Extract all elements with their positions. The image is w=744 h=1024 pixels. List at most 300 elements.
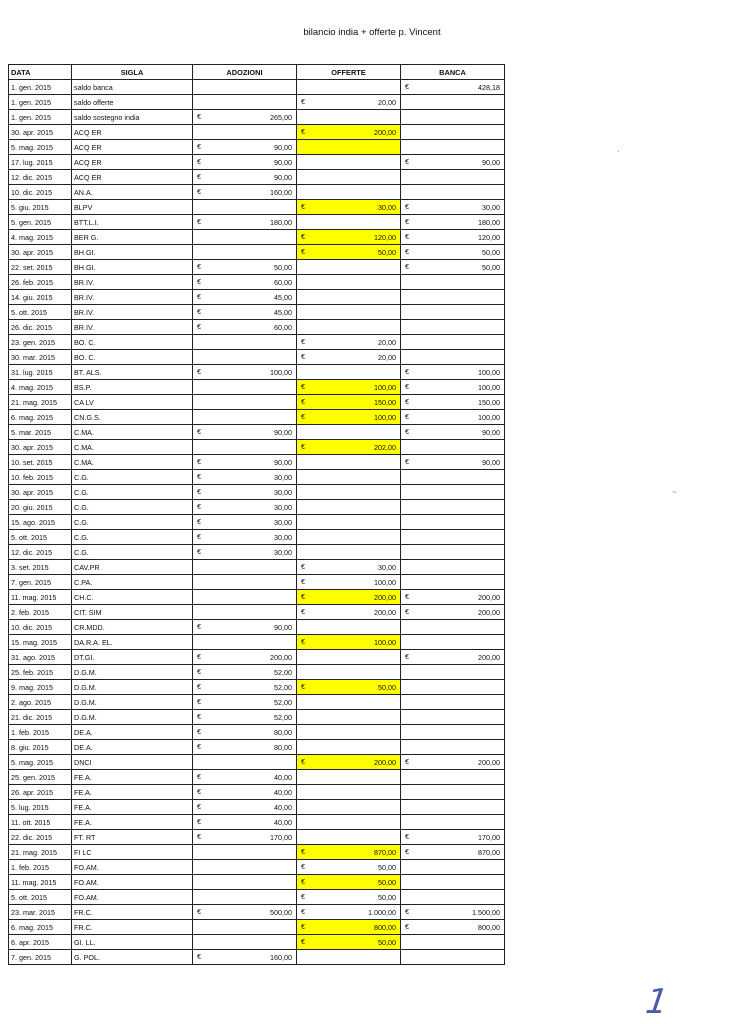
table-row <box>9 650 505 665</box>
cell-sigla: BO. C. <box>72 335 193 350</box>
cell-sigla: BR.IV. <box>72 320 193 335</box>
cell-sigla: BH.GI. <box>72 245 193 260</box>
euro-symbol: € <box>301 202 305 211</box>
euro-symbol: € <box>301 337 305 346</box>
table-row <box>9 440 505 455</box>
cell-sigla: DA.R.A. EL. <box>72 635 193 650</box>
cell-offerte <box>297 635 401 650</box>
euro-symbol: € <box>301 232 305 241</box>
euro-symbol: € <box>197 457 201 466</box>
euro-symbol: € <box>301 637 305 646</box>
amount-value: 160,00 <box>270 187 292 197</box>
amount-value: 50,00 <box>378 937 396 947</box>
cell-adozioni <box>193 935 297 950</box>
cell-banca <box>401 815 505 830</box>
cell-sigla: BR.IV. <box>72 305 193 320</box>
amount-value: 90,00 <box>274 457 292 467</box>
euro-symbol: € <box>197 307 201 316</box>
cell-date: 3. set. 2015 <box>9 560 72 575</box>
cell-date: 1. gen. 2015 <box>9 95 72 110</box>
cell-sigla: DE.A. <box>72 725 193 740</box>
cell-adozioni <box>193 95 297 110</box>
cell-banca <box>401 560 505 575</box>
table-row <box>9 335 505 350</box>
cell-sigla: FE.A. <box>72 770 193 785</box>
cell-adozioni <box>193 155 297 170</box>
cell-date: 23. gen. 2015 <box>9 335 72 350</box>
euro-symbol: € <box>197 712 201 721</box>
table-row <box>9 800 505 815</box>
euro-symbol: € <box>197 802 201 811</box>
euro-symbol: € <box>405 397 409 406</box>
cell-date: 30. apr. 2015 <box>9 440 72 455</box>
euro-symbol: € <box>405 82 409 91</box>
cell-offerte <box>297 110 401 125</box>
cell-offerte <box>297 950 401 965</box>
euro-symbol: € <box>405 907 409 916</box>
euro-symbol: € <box>405 232 409 241</box>
cell-date: 5. gen. 2015 <box>9 215 72 230</box>
cell-adozioni <box>193 785 297 800</box>
euro-symbol: € <box>301 352 305 361</box>
amount-value: 40,00 <box>274 787 292 797</box>
cell-date: 6. apr. 2015 <box>9 935 72 950</box>
cell-offerte <box>297 455 401 470</box>
euro-symbol: € <box>301 937 305 946</box>
cell-banca <box>401 725 505 740</box>
cell-date: 15. ago. 2015 <box>9 515 72 530</box>
cell-sigla: C.G. <box>72 530 193 545</box>
cell-date: 22. set. 2015 <box>9 260 72 275</box>
amount-value: 50,00 <box>378 877 396 887</box>
cell-date: 5. mag. 2015 <box>9 755 72 770</box>
amount-value: 90,00 <box>274 427 292 437</box>
cell-adozioni <box>193 170 297 185</box>
cell-sigla: C.MA. <box>72 425 193 440</box>
cell-banca <box>401 215 505 230</box>
cell-sigla: FR.C. <box>72 920 193 935</box>
amount-value: 160,00 <box>270 952 292 962</box>
cell-banca <box>401 650 505 665</box>
cell-banca <box>401 395 505 410</box>
euro-symbol: € <box>301 397 305 406</box>
amount-value: 50,00 <box>482 262 500 272</box>
cell-date: 5. mag. 2015 <box>9 140 72 155</box>
table-row <box>9 245 505 260</box>
cell-date: 30. apr. 2015 <box>9 125 72 140</box>
cell-banca <box>401 890 505 905</box>
table-row <box>9 155 505 170</box>
cell-adozioni <box>193 815 297 830</box>
cell-date: 5. mar. 2015 <box>9 425 72 440</box>
cell-sigla: G. POL. <box>72 950 193 965</box>
amount-value: 30,00 <box>274 487 292 497</box>
cell-date: 11. mag. 2015 <box>9 590 72 605</box>
cell-date: 8. giu. 2015 <box>9 740 72 755</box>
amount-value: 90,00 <box>482 457 500 467</box>
cell-sigla: saldo sostegno india <box>72 110 193 125</box>
euro-symbol: € <box>197 367 201 376</box>
cell-adozioni <box>193 470 297 485</box>
cell-offerte <box>297 125 401 140</box>
table-row <box>9 905 505 920</box>
euro-symbol: € <box>197 502 201 511</box>
cell-banca <box>401 380 505 395</box>
euro-symbol: € <box>405 427 409 436</box>
euro-symbol: € <box>405 922 409 931</box>
cell-banca <box>401 785 505 800</box>
cell-offerte <box>297 440 401 455</box>
header-row <box>9 65 505 80</box>
cell-banca <box>401 770 505 785</box>
amount-value: 50,00 <box>378 247 396 257</box>
cell-sigla: FO.AM. <box>72 860 193 875</box>
table-row <box>9 845 505 860</box>
cell-offerte <box>297 695 401 710</box>
amount-value: 45,00 <box>274 307 292 317</box>
cell-offerte <box>297 320 401 335</box>
cell-offerte <box>297 785 401 800</box>
euro-symbol: € <box>197 952 201 961</box>
cell-adozioni <box>193 860 297 875</box>
cell-offerte <box>297 335 401 350</box>
amount-value: 200,00 <box>478 592 500 602</box>
table-row <box>9 320 505 335</box>
cell-date: 5. giu. 2015 <box>9 200 72 215</box>
cell-sigla: DE.A. <box>72 740 193 755</box>
cell-offerte <box>297 230 401 245</box>
cell-adozioni <box>193 575 297 590</box>
cell-date: 1. feb. 2015 <box>9 725 72 740</box>
cell-offerte <box>297 470 401 485</box>
cell-adozioni <box>193 350 297 365</box>
cell-adozioni <box>193 620 297 635</box>
cell-adozioni <box>193 590 297 605</box>
cell-offerte <box>297 410 401 425</box>
cell-adozioni <box>193 410 297 425</box>
cell-offerte <box>297 830 401 845</box>
table-row <box>9 365 505 380</box>
amount-value: 90,00 <box>274 172 292 182</box>
cell-date: 4. mag. 2015 <box>9 230 72 245</box>
cell-offerte <box>297 365 401 380</box>
cell-offerte <box>297 245 401 260</box>
euro-symbol: € <box>301 682 305 691</box>
euro-symbol: € <box>301 907 305 916</box>
cell-sigla: C.G. <box>72 485 193 500</box>
amount-value: 52,00 <box>274 712 292 722</box>
table-row <box>9 200 505 215</box>
cell-banca <box>401 860 505 875</box>
cell-date: 6. mag. 2015 <box>9 920 72 935</box>
amount-value: 100,00 <box>478 412 500 422</box>
cell-banca <box>401 710 505 725</box>
cell-banca <box>401 635 505 650</box>
cell-date: 10. dic. 2015 <box>9 185 72 200</box>
amount-value: 500,00 <box>270 907 292 917</box>
cell-adozioni <box>193 380 297 395</box>
cell-adozioni <box>193 680 297 695</box>
cell-banca <box>401 755 505 770</box>
euro-symbol: € <box>301 877 305 886</box>
amount-value: 60,00 <box>274 322 292 332</box>
cell-offerte <box>297 920 401 935</box>
cell-date: 25. feb. 2015 <box>9 665 72 680</box>
cell-offerte <box>297 680 401 695</box>
cell-offerte <box>297 710 401 725</box>
cell-date: 21. mag. 2015 <box>9 395 72 410</box>
amount-value: 90,00 <box>482 157 500 167</box>
cell-banca <box>401 590 505 605</box>
table-row <box>9 80 505 95</box>
cell-offerte <box>297 140 401 155</box>
table-row <box>9 485 505 500</box>
amount-value: 50,00 <box>482 247 500 257</box>
euro-symbol: € <box>301 607 305 616</box>
cell-banca <box>401 485 505 500</box>
euro-symbol: € <box>197 547 201 556</box>
cell-date: 1. gen. 2015 <box>9 110 72 125</box>
cell-sigla: C.G. <box>72 500 193 515</box>
amount-value: 180,00 <box>270 217 292 227</box>
cell-date: 10. dic. 2015 <box>9 620 72 635</box>
euro-symbol: € <box>197 487 201 496</box>
table-row <box>9 260 505 275</box>
table-row <box>9 830 505 845</box>
cell-offerte <box>297 590 401 605</box>
euro-symbol: € <box>301 247 305 256</box>
table-row <box>9 215 505 230</box>
table-row <box>9 710 505 725</box>
euro-symbol: € <box>405 202 409 211</box>
amount-value: 100,00 <box>374 637 396 647</box>
cell-sigla: BT. ALS. <box>72 365 193 380</box>
cell-date: 21. mag. 2015 <box>9 845 72 860</box>
cell-adozioni <box>193 110 297 125</box>
cell-adozioni <box>193 830 297 845</box>
cell-date: 15. mag. 2015 <box>9 635 72 650</box>
cell-banca <box>401 800 505 815</box>
table-row <box>9 350 505 365</box>
cell-sigla: D.G.M. <box>72 665 193 680</box>
amount-value: 870,00 <box>374 847 396 857</box>
cell-adozioni <box>193 515 297 530</box>
cell-date: 4. mag. 2015 <box>9 380 72 395</box>
table-row <box>9 665 505 680</box>
cell-date: 20. giu. 2015 <box>9 500 72 515</box>
cell-sigla: CIT. SIM <box>72 605 193 620</box>
cell-offerte <box>297 215 401 230</box>
cell-adozioni <box>193 200 297 215</box>
amount-value: 20,00 <box>378 337 396 347</box>
cell-sigla: FO.AM. <box>72 890 193 905</box>
cell-sigla: C.G. <box>72 545 193 560</box>
cell-banca <box>401 290 505 305</box>
table-row <box>9 140 505 155</box>
table-row <box>9 860 505 875</box>
cell-adozioni <box>193 650 297 665</box>
table-row <box>9 620 505 635</box>
cell-sigla: BTT.L.I. <box>72 215 193 230</box>
cell-sigla: ACQ ER <box>72 170 193 185</box>
cell-banca <box>401 320 505 335</box>
cell-sigla: FE.A. <box>72 800 193 815</box>
euro-symbol: € <box>301 847 305 856</box>
amount-value: 30,00 <box>274 547 292 557</box>
euro-symbol: € <box>405 367 409 376</box>
amount-value: 30,00 <box>378 202 396 212</box>
euro-symbol: € <box>301 127 305 136</box>
cell-sigla: C.MA. <box>72 455 193 470</box>
amount-value: 200,00 <box>374 757 396 767</box>
table-row <box>9 815 505 830</box>
table-row <box>9 170 505 185</box>
cell-banca <box>401 620 505 635</box>
amount-value: 100,00 <box>374 412 396 422</box>
amount-value: 45,00 <box>274 292 292 302</box>
cell-date: 11. ott. 2015 <box>9 815 72 830</box>
amount-value: 80,00 <box>274 742 292 752</box>
table-row <box>9 935 505 950</box>
amount-value: 100,00 <box>374 577 396 587</box>
cell-date: 23. mar. 2015 <box>9 905 72 920</box>
column-header-banca: BANCA <box>401 65 505 80</box>
cell-sigla: BR.IV. <box>72 290 193 305</box>
cell-adozioni <box>193 920 297 935</box>
cell-date: 31. ago. 2015 <box>9 650 72 665</box>
euro-symbol: € <box>405 847 409 856</box>
cell-offerte <box>297 800 401 815</box>
euro-symbol: € <box>197 727 201 736</box>
euro-symbol: € <box>301 97 305 106</box>
cell-banca <box>401 950 505 965</box>
amount-value: 90,00 <box>274 622 292 632</box>
euro-symbol: € <box>197 517 201 526</box>
table-row <box>9 455 505 470</box>
euro-symbol: € <box>197 142 201 151</box>
cell-adozioni <box>193 710 297 725</box>
cell-banca <box>401 530 505 545</box>
cell-date: 30. apr. 2015 <box>9 485 72 500</box>
cell-date: 25. gen. 2015 <box>9 770 72 785</box>
cell-offerte <box>297 425 401 440</box>
amount-value: 52,00 <box>274 667 292 677</box>
amount-value: 170,00 <box>478 832 500 842</box>
table-row <box>9 950 505 965</box>
cell-sigla: C.MA. <box>72 440 193 455</box>
cell-sigla: BS.P. <box>72 380 193 395</box>
cell-banca <box>401 95 505 110</box>
cell-date: 21. dic. 2015 <box>9 710 72 725</box>
cell-banca <box>401 515 505 530</box>
cell-adozioni <box>193 260 297 275</box>
euro-symbol: € <box>197 772 201 781</box>
euro-symbol: € <box>405 412 409 421</box>
euro-symbol: € <box>301 382 305 391</box>
amount-value: 30,00 <box>274 472 292 482</box>
amount-value: 170,00 <box>270 832 292 842</box>
euro-symbol: € <box>301 757 305 766</box>
amount-value: 100,00 <box>270 367 292 377</box>
cell-adozioni <box>193 665 297 680</box>
euro-symbol: € <box>197 682 201 691</box>
euro-symbol: € <box>301 442 305 451</box>
euro-symbol: € <box>197 187 201 196</box>
euro-symbol: € <box>197 292 201 301</box>
cell-banca <box>401 845 505 860</box>
euro-symbol: € <box>301 577 305 586</box>
euro-symbol: € <box>197 652 201 661</box>
cell-banca <box>401 185 505 200</box>
euro-symbol: € <box>405 262 409 271</box>
cell-sigla: BR.IV. <box>72 275 193 290</box>
euro-symbol: € <box>405 382 409 391</box>
table-row <box>9 380 505 395</box>
cell-banca <box>401 470 505 485</box>
amount-value: 428,18 <box>478 82 500 92</box>
cell-adozioni <box>193 485 297 500</box>
cell-sigla: C.G. <box>72 470 193 485</box>
table-row <box>9 530 505 545</box>
euro-symbol: € <box>197 787 201 796</box>
cell-adozioni <box>193 140 297 155</box>
euro-symbol: € <box>405 592 409 601</box>
cell-offerte <box>297 290 401 305</box>
table-row <box>9 230 505 245</box>
cell-banca <box>401 440 505 455</box>
cell-banca <box>401 335 505 350</box>
table-row <box>9 185 505 200</box>
cell-banca <box>401 80 505 95</box>
euro-symbol: € <box>197 907 201 916</box>
cell-offerte <box>297 770 401 785</box>
cell-date: 1. feb. 2015 <box>9 860 72 875</box>
cell-banca <box>401 695 505 710</box>
cell-date: 10. feb. 2015 <box>9 470 72 485</box>
cell-offerte <box>297 575 401 590</box>
euro-symbol: € <box>405 652 409 661</box>
cell-offerte <box>297 395 401 410</box>
cell-date: 12. dic. 2015 <box>9 170 72 185</box>
cell-adozioni <box>193 80 297 95</box>
cell-offerte <box>297 530 401 545</box>
cell-sigla: AN.A. <box>72 185 193 200</box>
cell-banca <box>401 170 505 185</box>
cell-sigla: D.G.M. <box>72 695 193 710</box>
cell-date: 31. lug. 2015 <box>9 365 72 380</box>
cell-banca <box>401 365 505 380</box>
cell-adozioni <box>193 455 297 470</box>
cell-date: 2. ago. 2015 <box>9 695 72 710</box>
cell-offerte <box>297 845 401 860</box>
euro-symbol: € <box>197 742 201 751</box>
cell-adozioni <box>193 770 297 785</box>
cell-banca <box>401 935 505 950</box>
cell-date: 5. lug. 2015 <box>9 800 72 815</box>
amount-value: 800,00 <box>374 922 396 932</box>
ledger-body <box>9 80 505 965</box>
cell-offerte <box>297 95 401 110</box>
scan-mark: ~ <box>672 488 677 497</box>
cell-adozioni <box>193 185 297 200</box>
cell-sigla: BH.GI. <box>72 260 193 275</box>
cell-sigla: CN.G.S. <box>72 410 193 425</box>
amount-value: 52,00 <box>274 697 292 707</box>
cell-sigla: saldo offerte <box>72 95 193 110</box>
cell-adozioni <box>193 305 297 320</box>
cell-adozioni <box>193 695 297 710</box>
table-row <box>9 590 505 605</box>
